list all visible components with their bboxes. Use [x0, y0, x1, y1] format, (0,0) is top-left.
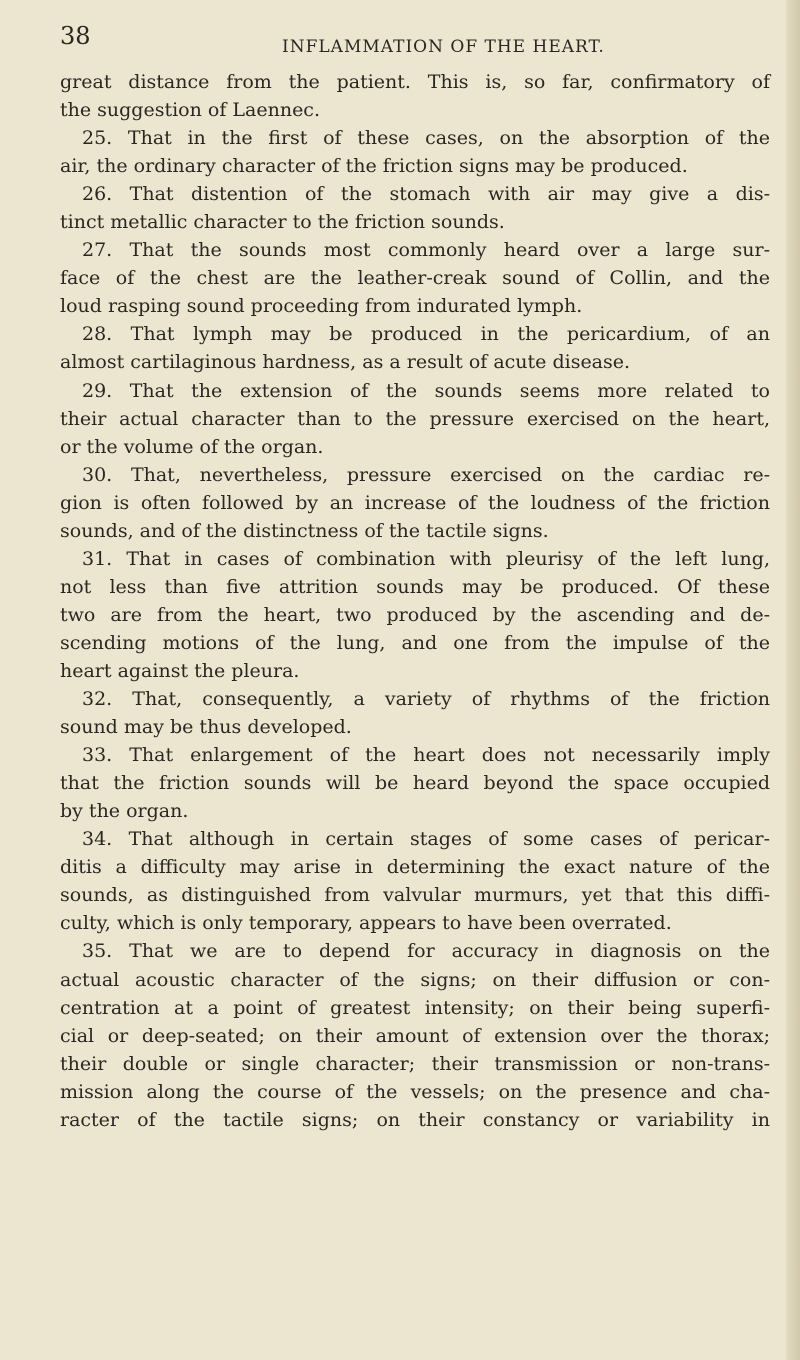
page-edge: [786, 0, 800, 1360]
text-line: 34. That although in certain stages of some cases of pericar-: [82, 828, 770, 851]
text-line: 33. That enlargement of the heart does not necessarily imply: [82, 744, 770, 767]
text-line: actual acoustic character of the signs; on their diffusion or con-: [60, 968, 770, 991]
text-line: or the volume of the organ.: [60, 435, 324, 458]
text-line: that the friction sounds will be heard beyond the space occupied: [60, 772, 770, 795]
text-line: 35. That we are to depend for accuracy in diagnosis on the: [82, 940, 770, 963]
text-line: 27. That the sounds most commonly heard over a large sur-: [82, 239, 770, 262]
text-line: culty, which is only temporary, appears to have been overrated.: [60, 912, 672, 935]
text-line: their actual character than to the pressure exercised on the heart,: [60, 407, 770, 430]
text-line: two are from the heart, two produced by the ascending and de-: [60, 603, 770, 626]
text-line: scending motions of the lung, and one from the impulse of the: [60, 631, 770, 654]
text-line: face of the chest are the leather-creak sound of Collin, and the: [60, 267, 770, 290]
text-line: air, the ordinary character of the friction signs may be produced.: [60, 155, 688, 178]
text-line: 29. That the extension of the sounds seems more related to: [82, 379, 770, 402]
text-line: heart against the pleura.: [60, 659, 300, 682]
text-line: 25. That in the first of these cases, on the absorption of the: [82, 127, 770, 150]
text-line: almost cartilaginous hardness, as a result of acute disease.: [60, 351, 631, 374]
page-number: 38: [60, 22, 91, 50]
text-line: 32. That, consequently, a variety of rhythms of the friction: [82, 688, 770, 711]
running-head: INFLAMMATION OF THE HEART.: [282, 37, 605, 57]
text-line: ditis a difficulty may arise in determining the exact nature of the: [60, 856, 770, 879]
text-line: not less than five attrition sounds may be produced. Of these: [60, 575, 770, 598]
text-body: [60, 68, 770, 1134]
text-line: 28. That lymph may be produced in the pericardium, of an: [82, 323, 770, 346]
text-line: the suggestion of Laennec.: [60, 99, 320, 122]
text-line: 26. That distention of the stomach with air may give a dis-: [82, 183, 770, 206]
text-line: great distance from the patient. This is, so far, confirmatory of: [60, 71, 770, 93]
text-line: sounds, and of the distinctness of the tactile signs.: [60, 519, 549, 542]
text-line: mission along the course of the vessels; on the presence and cha-: [60, 1080, 770, 1103]
text-line: sounds, as distinguished from valvular murmurs, yet that this diffi-: [60, 884, 770, 907]
text-line: by the organ.: [60, 800, 189, 823]
text-line: centration at a point of greatest intensity; on their being superfi-: [60, 996, 770, 1019]
text-line: cial or deep-seated; on their amount of extension over the thorax;: [60, 1024, 770, 1047]
text-line: 30. That, nevertheless, pressure exercised on the cardiac re-: [82, 463, 770, 486]
page-header: [60, 20, 760, 60]
text-line: loud rasping sound proceeding from indurated lymph.: [60, 295, 583, 318]
text-line: 31. That in cases of combination with pleurisy of the left lung,: [82, 547, 770, 570]
text-line: sound may be thus developed.: [60, 716, 352, 739]
text-line: gion is often followed by an increase of the loudness of the friction: [60, 491, 770, 514]
text-line: racter of the tactile signs; on their constancy or variability in: [60, 1108, 770, 1131]
text-line: tinct metallic character to the friction sounds.: [60, 211, 505, 234]
text-line: their double or single character; their transmission or non-trans-: [60, 1052, 770, 1075]
